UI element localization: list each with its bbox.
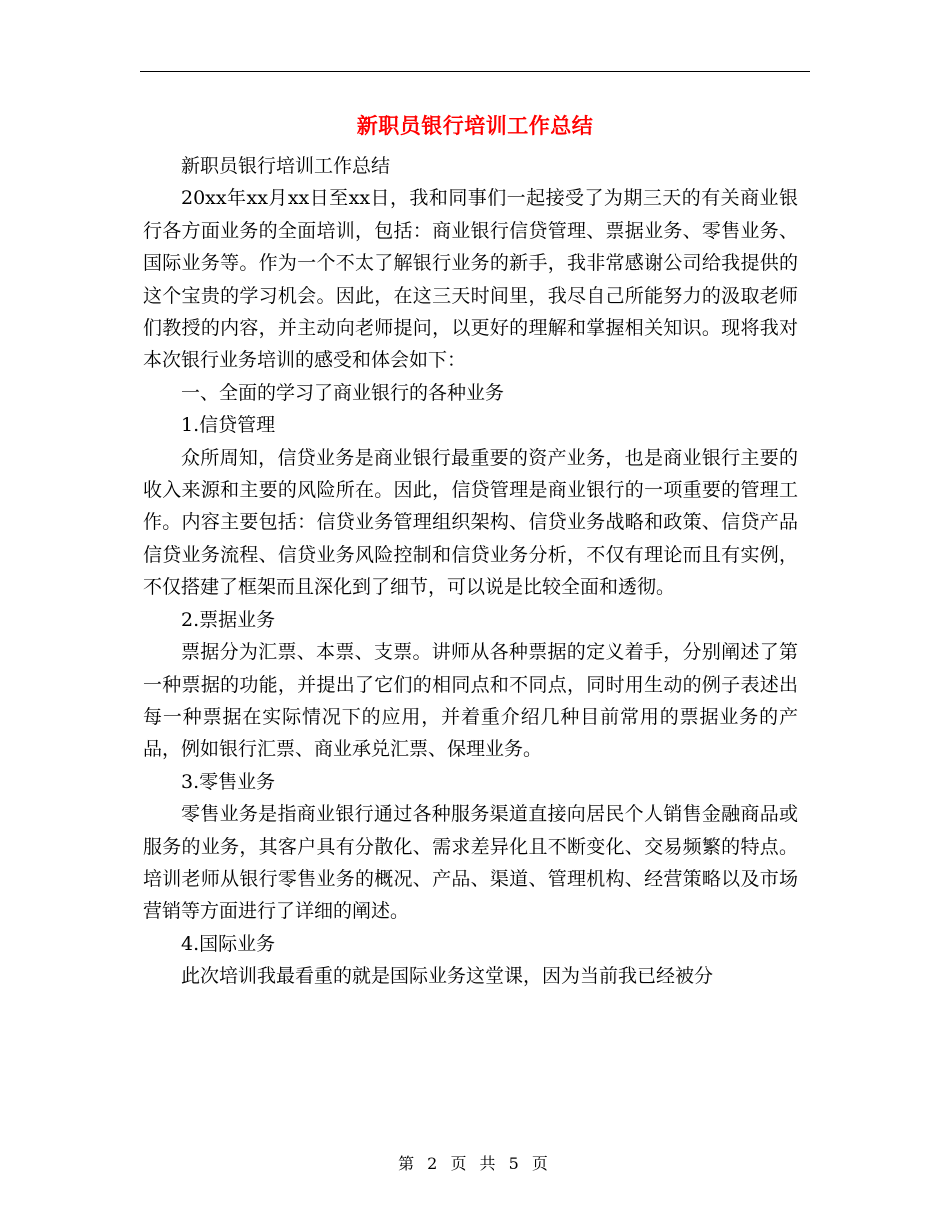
subheading-credit-management: 1.信贷管理: [181, 414, 276, 437]
subheading-bill-business: 2.票据业务: [181, 608, 276, 631]
section-heading-1: 一、全面的学习了商业银行的各种业务: [181, 381, 505, 404]
paragraph-international-business: 此次培训我最看重的就是国际业务这堂课，因为当前我已经被分: [181, 965, 714, 988]
document-title: 新职员银行培训工作总结: [356, 113, 594, 138]
page-number: 第 2 页 共 5 页: [398, 1154, 552, 1173]
subheading-retail-business: 3.零售业务: [181, 770, 276, 793]
header-rule: [140, 71, 810, 72]
subheading-international-business: 4.国际业务: [181, 932, 276, 955]
paragraph-intro: 20xx年xx月xx日至xx日，我和同事们一起接受了为期三天的有关商业银行各方面业务的全面培训，包括：商业银行信贷管理、票据业务、零售业务、国际业务等。作为一个不太了解银行业务的新手，我非常感谢公司给我提供的这个宝贵的学习机会。因此，在这三天时间里，我尽自己所能努力的汲取老师们教授的内容，并主动向老师提问，以更好的理解和掌握相关知识。现将我对本次银行业务培训的感受和体会如下：: [143, 187, 798, 372]
paragraph-retail-business: 零售业务是指商业银行通过各种服务渠道直接向居民个人销售金融商品或服务的业务，其客户具有分散化、需求差异化且不断变化、交易频繁的特点。培训老师从银行零售业务的概况、产品、渠道、管理机构、经营策略以及市场营销等方面进行了详细的阐述。: [143, 803, 798, 923]
document-body: [143, 150, 798, 993]
paragraph-credit-management: 众所周知，信贷业务是商业银行最重要的资产业务，也是商业银行主要的收入来源和主要的风险所在。因此，信贷管理是商业银行的一项重要的管理工作。内容主要包括：信贷业务管理组织架构、信贷业务战略和政策、信贷产品信贷业务流程、信贷业务风险控制和信贷业务分析，不仅有理论而且有实例，不仅搭建了框架而且深化到了细节，可以说是比较全面和透彻。: [143, 446, 798, 599]
paragraph-bill-business: 票据分为汇票、本票、支票。讲师从各种票据的定义着手，分别阐述了第一种票据的功能，并提出了它们的相同点和不同点，同时用生动的例子表述出每一种票据在实际情况下的应用，并着重介绍几种目前常用的票据业务的产品，例如银行汇票、商业承兑汇票、保理业务。: [143, 641, 798, 761]
paragraph-subtitle: 新职员银行培训工作总结: [181, 155, 391, 177]
